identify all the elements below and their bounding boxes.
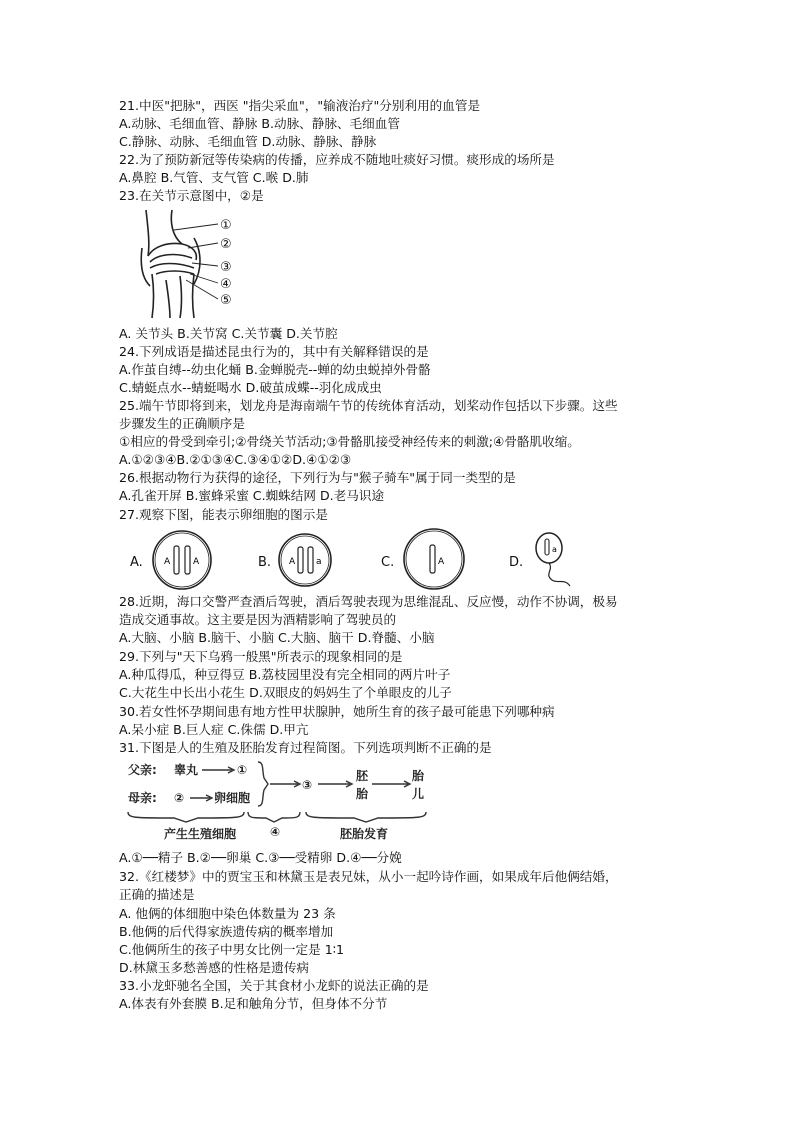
cell-choice-c-label: C. [381,555,395,570]
flow-mother-label: 母亲: [128,791,157,805]
q25-stem-line2: 步骤发生的正确顺序是 [119,416,245,431]
q22-options: A.鼻腔 B.气管、支气管 C.喉 D.肺 [119,170,309,185]
cell-choice-a-label: A. [130,555,143,570]
cell-a [153,531,211,589]
cell-choice-d-label: D. [509,555,524,570]
q28-stem-line2: 造成交通事故。这主要是因为酒精影响了驾驶员的 [119,612,397,627]
cell-b [279,534,331,586]
q26-options: A.孔雀开屏 B.蜜蜂采蜜 C.蜘蛛结网 D.老马识途 [119,488,385,503]
joint-label-2: ② [220,237,232,252]
joint-diagram [132,208,244,320]
q24-options-cd: C.蜻蜓点水--蜻蜓喝水 D.破茧成蝶--羽化成成虫 [119,380,382,395]
q27-stem: 27.观察下图，能表示卵细胞的图示是 [119,507,328,522]
flow-embryo-bottom: 胎 [356,787,369,801]
q22-stem: 22.为了预防新冠等传染病的传播，应养成不随地吐痰好习惯。痰形成的场所是 [119,152,555,167]
q26-stem: 26.根据动物行为获得的途径，下列行为与"猴子骑车"属于同一类型的是 [119,470,516,485]
q25-stem-line1: 25.端午节即将到来，划龙舟是海南端午节的传统体育活动，划桨动作包括以下步骤。这些 [119,398,618,413]
flow-embryo-top: 胚 [356,769,369,783]
cell-c-gene: A [438,557,445,567]
q28-stem-line1: 28.近期，海口交警严查酒后驾驶，酒后驾驶表现为思维混乱、反应慢，动作不协调，极易 [119,594,618,609]
cell-a-gene-right: A [193,557,200,567]
q21-stem: 21.中医"把脉"，西医 "指尖采血"，"输液治疗"分别利用的血管是 [119,98,481,113]
q33-stem: 33.小龙虾驰名全国，关于其食材小龙虾的说法正确的是 [119,978,429,993]
joint-label-3: ③ [220,260,232,275]
flow-circle-3: ③ [302,778,313,792]
cell-b-gene-left: A [289,557,296,567]
q21-options-cd: C.静脉、动脉、毛细血管 D.动脉、静脉、静脉 [119,134,377,149]
q21-options-ab: A.动脉、毛细血管、静脉 B.动脉、静脉、毛细血管 [119,116,400,131]
q23-options: A. 关节头 B.关节窝 C.关节囊 D.关节腔 [119,326,338,341]
cell-c [404,529,464,589]
q30-stem: 30.若女性怀孕期间患有地方性甲状腺肿，她所生育的孩子最可能患下列哪种病 [119,704,555,719]
q31-stem: 31.下图是人的生殖及胚胎发育过程简图。下列选项判断不正确的是 [119,740,492,755]
q32-option-c: C.他俩所生的孩子中男女比例一定是 1∶1 [119,942,345,957]
q25-steps: ①相应的骨受到牵引;②骨绕关节活动;③骨骼肌接受神经传来的刺激;④骨骼肌收缩。 [119,434,580,449]
q32-stem-line2: 正确的描述是 [119,887,195,902]
q28-options: A.大脑、小脑 B.脑干、小脑 C.大脑、脑干 D.脊髓、小脑 [119,630,435,645]
q32-option-d: D.林黛玉多愁善感的性格是遗传病 [119,960,310,975]
q30-options: A.呆小症 B.巨人症 C.侏儒 D.甲亢 [119,722,309,737]
q31-options: A.①──精子 B.②──卵巢 C.③──受精卵 D.④──分娩 [119,850,402,865]
q29-options-cd: C.大花生中长出小花生 D.双眼皮的妈妈生了个单眼皮的儿子 [119,685,452,700]
flow-circle-4: ④ [270,825,281,839]
reproduction-flow-diagram [124,758,444,844]
flow-fetus-bottom: 儿 [412,787,425,801]
q24-options-ab: A.作茧自缚--幼虫化蛹 B.金蝉脱壳--蝉的幼虫蜕掉外骨骼 [119,362,431,377]
cell-d [536,533,570,586]
cell-d-gene: a [552,545,557,554]
q33-options: A.体表有外套膜 B.足和触角分节，但身体不分节 [119,996,388,1011]
flow-circle-2: ② [174,791,185,805]
q25-options: A.①②③④B.②①③④C.③④①②D.④①②③ [119,452,352,467]
q24-stem: 24.下列成语是描述昆虫行为的，其中有关解释错误的是 [119,344,429,359]
q32-option-a: A. 他俩的体细胞中染色体数量为 23 条 [119,906,336,921]
q32-stem-line1: 32.《红楼梦》中的贾宝玉和林黛玉是表兄妹，从小一起吟诗作画，如果成年后他俩结婚， [119,869,618,884]
q32-option-b: B.他俩的后代得家族遗传病的概率增加 [119,924,334,939]
flow-father-label: 父亲: [128,763,157,777]
joint-label-5: ⑤ [220,293,232,308]
flow-testis: 睾丸 [174,763,199,777]
joint-label-1: ① [220,218,232,233]
flow-fetus-top: 胎 [412,769,425,783]
q29-stem: 29.下列与"天下乌鸦一般黑"所表示的现象相同的是 [119,649,403,664]
cell-b-gene-right: a [316,557,322,567]
cell-a-gene-left: A [164,557,171,567]
flow-caption-development: 胚胎发育 [340,827,389,841]
flow-circle-1: ① [237,763,248,777]
q29-options-ab: A.种瓜得瓜，种豆得豆 B.荔枝园里没有完全相同的两片叶子 [119,667,451,682]
joint-label-4: ④ [220,277,232,292]
flow-egg: 卵细胞 [214,791,251,805]
flow-caption-gametes: 产生生殖细胞 [164,827,237,841]
q23-stem: 23.在关节示意图中，②是 [119,188,264,203]
cell-choice-b-label: B. [258,555,272,570]
cell-choices-figure [124,528,584,592]
